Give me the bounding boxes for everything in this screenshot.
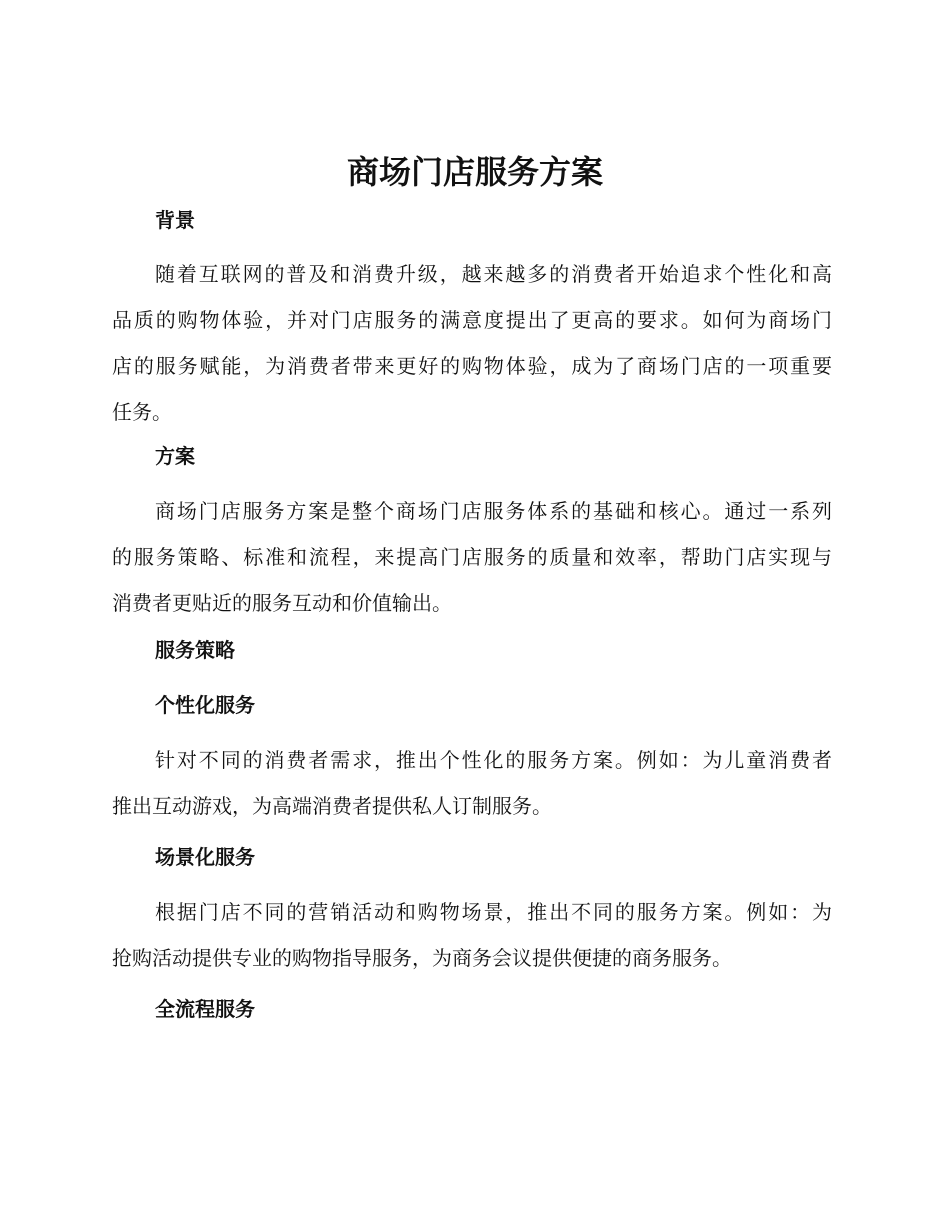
paragraph-line: 品质的购物体验，并对门店服务的满意度提出了更高的要求。如何为商场门 bbox=[112, 308, 832, 332]
heading-service-strategy: 服务策略 bbox=[155, 638, 235, 662]
paragraph-line: 消费者更贴近的服务互动和价值输出。 bbox=[112, 591, 452, 615]
paragraph-personalized-service bbox=[112, 737, 832, 829]
heading-plan: 方案 bbox=[155, 444, 195, 468]
paragraph-plan bbox=[112, 488, 832, 626]
paragraph-line: 根据门店不同的营销活动和购物场景，推出不同的服务方案。例如：为 bbox=[155, 900, 832, 924]
paragraph-line: 商场门店服务方案是整个商场门店服务体系的基础和核心。通过一系列 bbox=[155, 499, 832, 523]
paragraph-line: 抢购活动提供专业的购物指导服务，为商务会议提供便捷的商务服务。 bbox=[112, 946, 732, 970]
paragraph-line: 的服务策略、标准和流程，来提高门店服务的质量和效率，帮助门店实现与 bbox=[112, 545, 832, 569]
heading-scenario-service: 场景化服务 bbox=[155, 845, 255, 869]
page-title: 商场门店服务方案 bbox=[346, 153, 603, 191]
paragraph-background bbox=[112, 251, 832, 435]
paragraph-line: 针对不同的消费者需求，推出个性化的服务方案。例如：为儿童消费者 bbox=[155, 748, 832, 772]
paragraph-line: 店的服务赋能，为消费者带来更好的购物体验，成为了商场门店的一项重要 bbox=[112, 354, 832, 378]
paragraph-line: 任务。 bbox=[112, 400, 172, 424]
paragraph-line: 推出互动游戏，为高端消费者提供私人订制服务。 bbox=[112, 794, 552, 818]
paragraph-line: 随着互联网的普及和消费升级，越来越多的消费者开始追求个性化和高 bbox=[155, 262, 832, 286]
heading-personalized-service: 个性化服务 bbox=[155, 693, 255, 717]
heading-full-process-service: 全流程服务 bbox=[155, 997, 255, 1021]
heading-background: 背景 bbox=[155, 208, 195, 232]
paragraph-scenario-service bbox=[112, 889, 832, 981]
